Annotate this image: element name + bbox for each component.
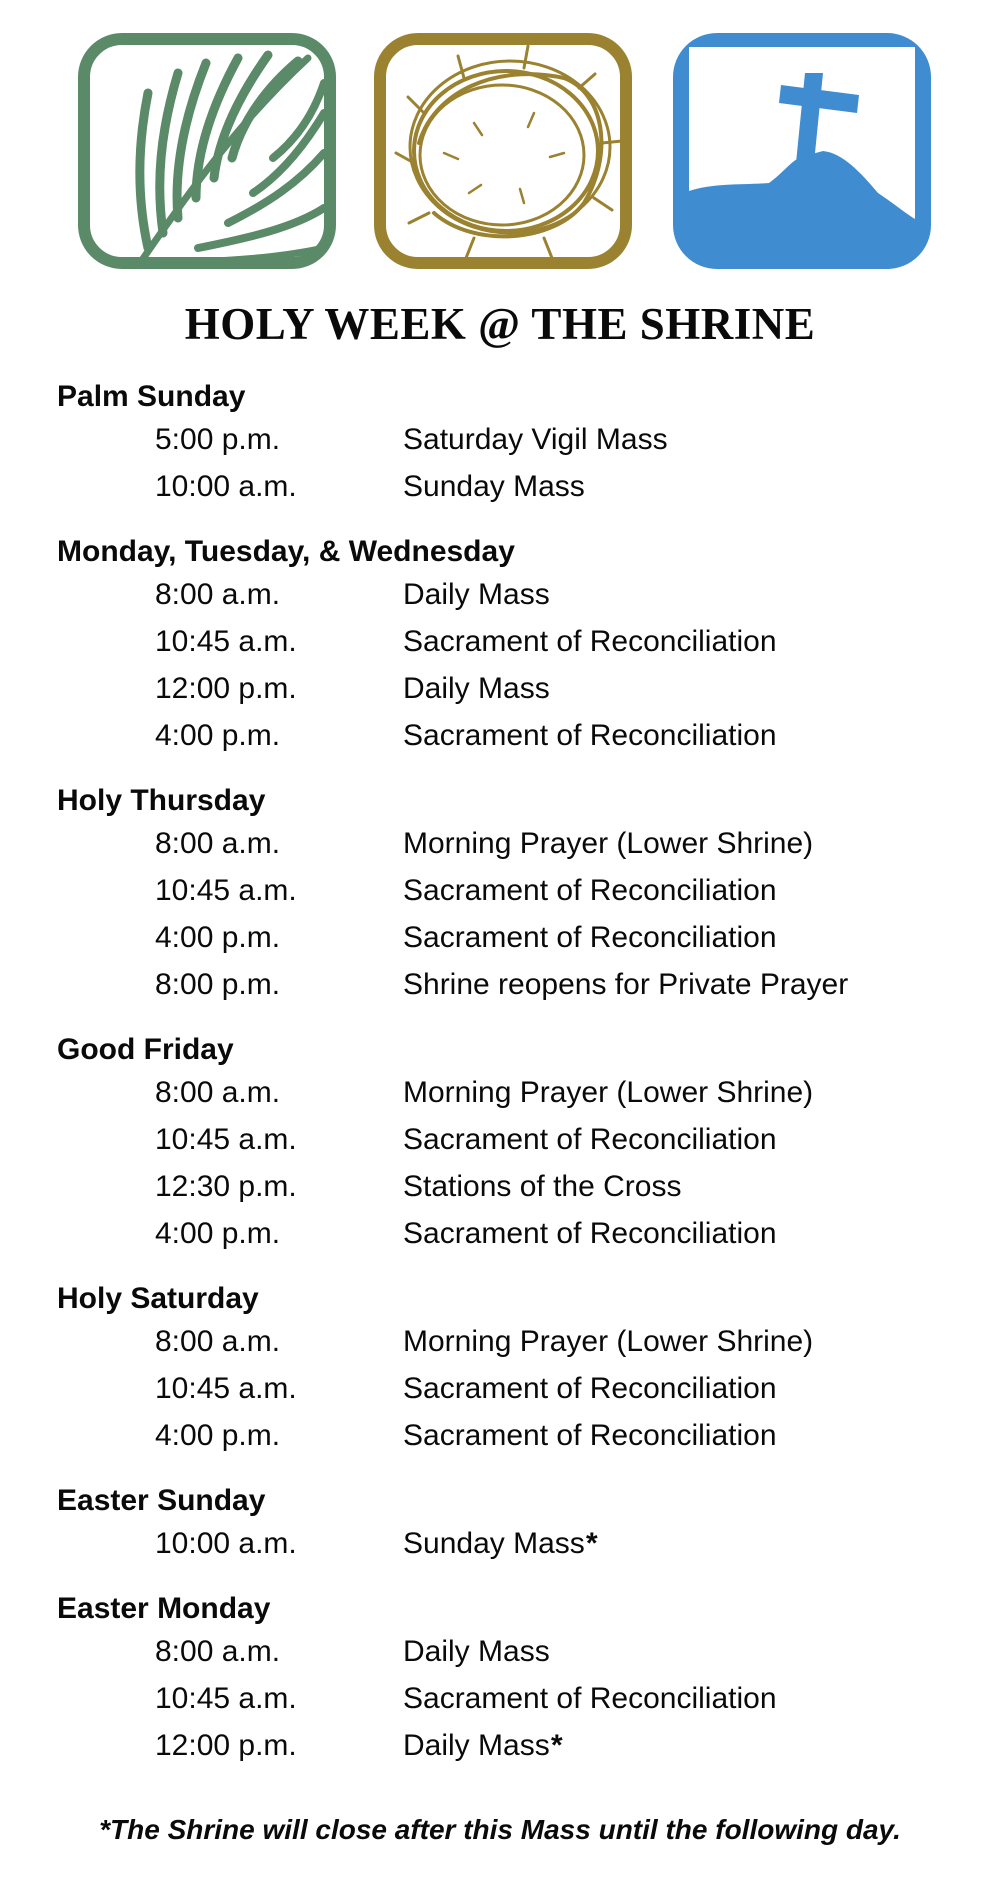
palm-branch-icon bbox=[78, 33, 336, 269]
event-description-text: Morning Prayer (Lower Shrine) bbox=[403, 827, 814, 860]
event-description bbox=[403, 916, 777, 960]
event-description bbox=[403, 573, 550, 617]
event-time: 4:00 p.m. bbox=[155, 1419, 281, 1452]
event-description-text: Sacrament of Reconciliation bbox=[403, 625, 777, 658]
day-heading: Easter Monday bbox=[57, 1592, 271, 1625]
event-description-text: Sunday Mass bbox=[403, 470, 585, 503]
event-time: 8:00 a.m. bbox=[155, 1076, 281, 1109]
day-heading: Palm Sunday bbox=[57, 380, 246, 413]
event-row bbox=[57, 714, 957, 761]
event-description bbox=[403, 1320, 813, 1364]
event-description-text: Daily Mass bbox=[403, 672, 550, 705]
event-description-text: Sacrament of Reconciliation bbox=[403, 1123, 777, 1156]
event-description bbox=[403, 1630, 550, 1674]
event-time: 12:30 p.m. bbox=[155, 1170, 297, 1203]
event-description-text: Sacrament of Reconciliation bbox=[403, 719, 777, 752]
event-description-text: Shrine reopens for Private Prayer bbox=[403, 968, 849, 1001]
event-description bbox=[403, 667, 550, 711]
event-time: 12:00 p.m. bbox=[155, 1729, 297, 1762]
event-row bbox=[57, 573, 957, 620]
event-row bbox=[57, 1320, 957, 1367]
event-description-text: Sacrament of Reconciliation bbox=[403, 874, 777, 907]
day-heading: Holy Thursday bbox=[57, 784, 266, 817]
event-description-text: Morning Prayer (Lower Shrine) bbox=[403, 1076, 814, 1109]
event-description-text: Sacrament of Reconciliation bbox=[403, 921, 777, 954]
event-description bbox=[403, 1165, 681, 1209]
day-section bbox=[57, 782, 957, 1010]
event-time: 4:00 p.m. bbox=[155, 719, 281, 752]
event-time: 10:45 a.m. bbox=[155, 1123, 297, 1156]
event-row bbox=[57, 1630, 957, 1677]
event-row bbox=[57, 667, 957, 714]
event-row bbox=[57, 1677, 957, 1724]
event-time: 8:00 a.m. bbox=[155, 1325, 281, 1358]
event-description bbox=[403, 1677, 777, 1721]
day-heading: Holy Saturday bbox=[57, 1282, 259, 1315]
event-row bbox=[57, 916, 957, 963]
event-row bbox=[57, 1165, 957, 1212]
day-heading: Easter Sunday bbox=[57, 1484, 266, 1517]
event-description bbox=[403, 963, 848, 1007]
day-section bbox=[57, 1280, 957, 1461]
event-row bbox=[57, 822, 957, 869]
event-row bbox=[57, 1414, 957, 1461]
event-description-text: Sunday Mass bbox=[403, 1527, 585, 1560]
event-description-text: Sacrament of Reconciliation bbox=[403, 1682, 777, 1715]
event-description-text: Saturday Vigil Mass bbox=[403, 423, 668, 456]
event-row bbox=[57, 1367, 957, 1414]
event-time: 10:00 a.m. bbox=[155, 1527, 297, 1560]
day-section bbox=[57, 1482, 957, 1569]
event-row bbox=[57, 620, 957, 667]
event-row bbox=[57, 869, 957, 916]
event-row bbox=[57, 465, 957, 512]
day-section bbox=[57, 533, 957, 761]
event-description bbox=[403, 465, 585, 509]
cross-on-hill-icon bbox=[673, 33, 931, 269]
page-title: HOLY WEEK @ THE SHRINE bbox=[184, 299, 816, 349]
event-time: 10:45 a.m. bbox=[155, 874, 297, 907]
event-description bbox=[403, 1367, 777, 1411]
event-time: 10:45 a.m. bbox=[155, 1682, 297, 1715]
event-time: 10:45 a.m. bbox=[155, 1372, 297, 1405]
event-description bbox=[403, 1724, 561, 1768]
event-description bbox=[403, 1118, 777, 1162]
event-description-text: Daily Mass bbox=[403, 578, 550, 611]
event-description-text: Sacrament of Reconciliation bbox=[403, 1217, 777, 1250]
event-description-text: Sacrament of Reconciliation bbox=[403, 1419, 777, 1452]
day-heading: Monday, Tuesday, & Wednesday bbox=[57, 535, 515, 568]
event-time: 10:00 a.m. bbox=[155, 470, 297, 503]
event-row bbox=[57, 1212, 957, 1259]
day-heading: Good Friday bbox=[57, 1033, 234, 1066]
event-description bbox=[403, 1212, 777, 1256]
day-section bbox=[57, 378, 957, 512]
day-section bbox=[57, 1031, 957, 1259]
event-description-text: Sacrament of Reconciliation bbox=[403, 1372, 777, 1405]
event-row bbox=[57, 1118, 957, 1165]
event-description bbox=[403, 1414, 777, 1458]
event-row bbox=[57, 1071, 957, 1118]
event-description-text: Daily Mass bbox=[403, 1635, 550, 1668]
event-description bbox=[403, 714, 777, 758]
event-description-text: Daily Mass bbox=[403, 1729, 550, 1762]
footnote: *The Shrine will close after this Mass until the following day. bbox=[99, 1814, 901, 1845]
event-time: 4:00 p.m. bbox=[155, 1217, 281, 1250]
event-row bbox=[57, 418, 957, 465]
day-section bbox=[57, 1590, 957, 1771]
event-description-text: Morning Prayer (Lower Shrine) bbox=[403, 1325, 814, 1358]
event-time: 8:00 a.m. bbox=[155, 827, 281, 860]
event-row bbox=[57, 1522, 957, 1569]
schedule bbox=[57, 378, 957, 1792]
crown-of-thorns-icon bbox=[374, 33, 632, 269]
event-description bbox=[403, 620, 777, 664]
event-description-text: Stations of the Cross bbox=[403, 1170, 682, 1203]
event-description bbox=[403, 1522, 596, 1566]
event-time: 8:00 a.m. bbox=[155, 1635, 281, 1668]
event-time: 8:00 p.m. bbox=[155, 968, 281, 1001]
event-time: 12:00 p.m. bbox=[155, 672, 297, 705]
footnote-marker: * bbox=[549, 1729, 562, 1762]
event-time: 5:00 p.m. bbox=[155, 423, 281, 456]
event-description bbox=[403, 869, 777, 913]
event-row bbox=[57, 963, 957, 1010]
event-description bbox=[403, 822, 813, 866]
footnote-marker: * bbox=[584, 1527, 597, 1560]
event-time: 8:00 a.m. bbox=[155, 578, 281, 611]
event-row bbox=[57, 1724, 957, 1771]
event-time: 4:00 p.m. bbox=[155, 921, 281, 954]
event-description bbox=[403, 1071, 813, 1115]
event-description bbox=[403, 418, 668, 462]
icon-row bbox=[78, 33, 938, 269]
event-time: 10:45 a.m. bbox=[155, 625, 297, 658]
